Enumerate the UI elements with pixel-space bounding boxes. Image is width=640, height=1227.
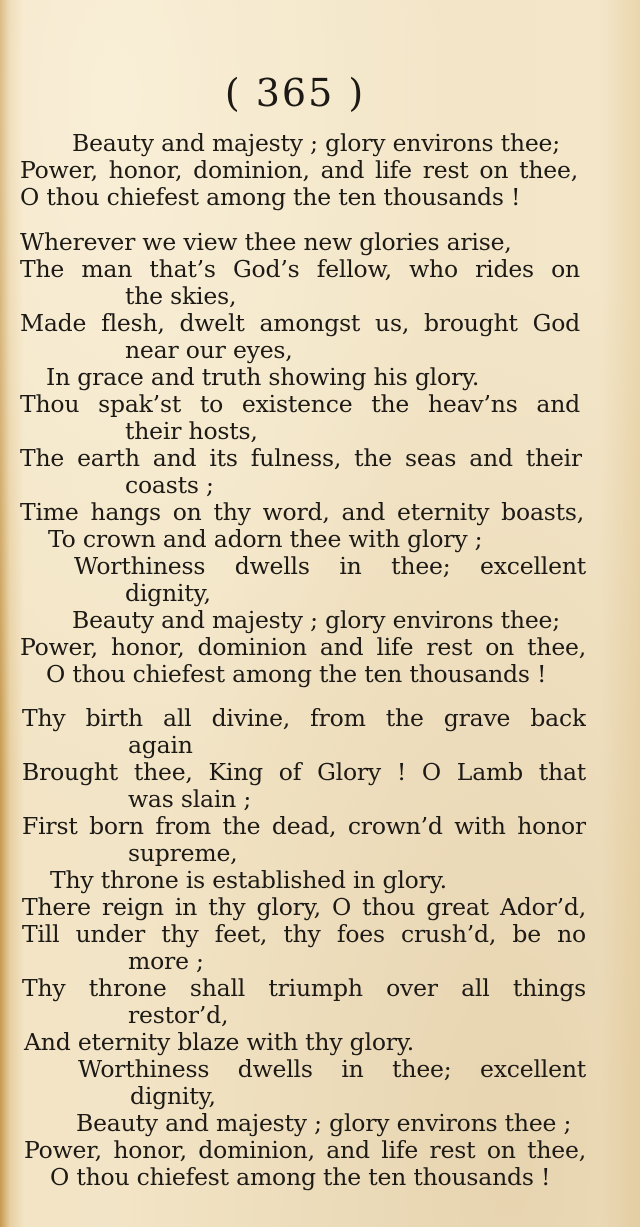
verse-line: First born from the dead, crown’d with honor xyxy=(22,813,586,840)
page-number: ( 365 ) xyxy=(224,71,366,115)
verse-line: Time hangs on thy word, and eternity boasts, xyxy=(20,499,584,526)
verse-line: coasts ; xyxy=(125,471,214,499)
verse-line: Thou spak’st to existence the heav’ns and xyxy=(20,391,580,418)
verse-line: Brought thee, King of Glory ! O Lamb that xyxy=(22,759,586,786)
verse-line: And eternity blaze with thy glory. xyxy=(24,1028,415,1056)
verse-line: Till under thy feet, thy foes crush’d, be no xyxy=(22,921,586,948)
verse-line: Worthiness dwells in thee; excellent xyxy=(74,553,586,580)
verse-line: Power, honor, dominion, and life rest on thee, xyxy=(24,1137,586,1164)
verse-line: was slain ; xyxy=(128,785,252,813)
verse-line: more ; xyxy=(128,947,204,975)
verse-line: O thou chiefest among the ten thousands ! xyxy=(50,1163,551,1191)
verse-line: The earth and its fulness, the seas and their xyxy=(20,445,582,472)
verse-line: In grace and truth showing his glory. xyxy=(46,363,480,391)
verse-line: O thou chiefest among the ten thousands ! xyxy=(20,183,521,211)
verse-line: Power, honor, dominion and life rest on thee, xyxy=(20,634,586,661)
verse-line: Power, honor, dominion, and life rest on thee, xyxy=(20,157,578,184)
verse-line: There reign in thy glory, O thou great Ador’d, xyxy=(22,894,586,921)
verse-line: O thou chiefest among the ten thousands ! xyxy=(46,660,547,688)
verse-line: supreme, xyxy=(128,839,238,867)
verse-line: The man that’s God’s fellow, who rides on xyxy=(20,256,580,283)
verse-line: Beauty and majesty ; glory environs thee; xyxy=(72,606,560,634)
verse-line: near our eyes, xyxy=(125,336,293,364)
verse-line: restor’d, xyxy=(128,1001,229,1029)
verse-line: Thy throne is established in glory. xyxy=(50,866,447,894)
verse-line: again xyxy=(128,731,193,759)
verse-line: Thy birth all divine, from the grave back xyxy=(22,705,586,732)
verse-line: Made flesh, dwelt amongst us, brought God xyxy=(20,310,580,337)
verse-line: the skies, xyxy=(125,282,237,310)
verse-line: their hosts, xyxy=(125,417,258,445)
verse-line: Wherever we view thee new glories arise, xyxy=(20,228,512,256)
verse-line: Thy throne shall triumph over all things xyxy=(22,975,586,1002)
verse-line: dignity, xyxy=(130,1082,216,1110)
verse-line: Beauty and majesty ; glory environs thee; xyxy=(72,129,560,157)
verse-line: To crown and adorn thee with glory ; xyxy=(48,525,483,553)
verse-line: Worthiness dwells in thee; excellent xyxy=(78,1056,586,1083)
verse-line: dignity, xyxy=(125,579,211,607)
verse-line: Beauty and majesty ; glory environs thee ; xyxy=(76,1109,572,1137)
